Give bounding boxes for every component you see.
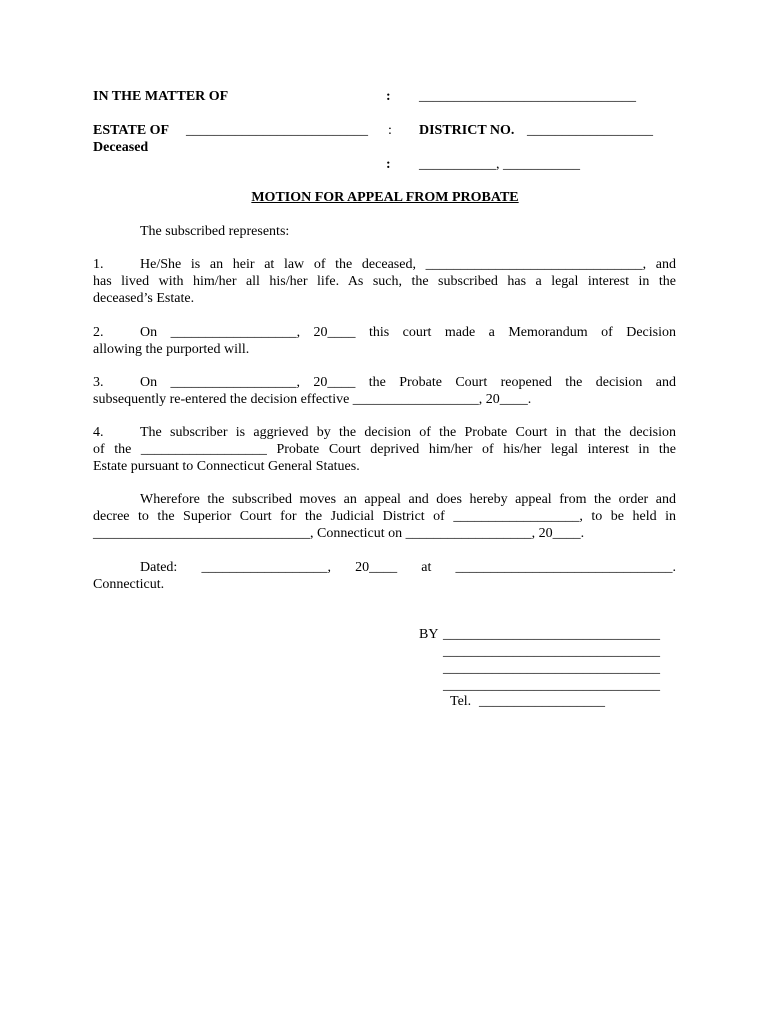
signature-blank[interactable]: _______________________________: [443, 627, 660, 642]
wherefore-line: Wherefore the subscribed moves an appeal and does hereby appeal from the order and: [140, 492, 676, 507]
deceased-label: Deceased: [93, 140, 149, 155]
dated-line: Dated: __________________, 20____ at _______________________________.: [140, 560, 676, 575]
item-number: 4.: [93, 425, 104, 440]
dated-line: Connecticut.: [93, 577, 165, 592]
intro-text: The subscribed represents:: [140, 224, 290, 239]
item-line: has lived with him/her all his/her life. As such, the subscribed has a legal interest in the: [93, 274, 676, 289]
item-line: On __________________, 20____ the Probate Court reopened the decision and: [140, 375, 676, 390]
document-title: MOTION FOR APPEAL FROM PROBATE: [251, 190, 519, 205]
item-line: The subscriber is aggrieved by the decision of the Probate Court in that the decision: [140, 425, 676, 440]
item-line: deceased’s Estate.: [93, 291, 195, 306]
wherefore-line: _______________________________, Connecticut on __________________, 20____.: [93, 526, 585, 541]
district-blank[interactable]: __________________: [527, 123, 653, 138]
item-line: Estate pursuant to Connecticut General Statues.: [93, 459, 360, 474]
date-blank[interactable]: ___________, ___________: [419, 157, 580, 172]
matter-blank[interactable]: _______________________________: [419, 89, 636, 104]
item-number: 1.: [93, 257, 104, 272]
signature-line[interactable]: _______________________________: [443, 661, 660, 676]
tel-label: Tel.: [450, 694, 472, 709]
item-line: of the __________________ Probate Court deprived him/her of his/her legal interest in the: [93, 442, 676, 457]
by-label: BY: [419, 627, 439, 642]
district-label: DISTRICT NO.: [419, 123, 515, 138]
item-number: 3.: [93, 375, 104, 390]
estate-label: ESTATE OF: [93, 123, 170, 138]
caption-colon: :: [388, 123, 392, 138]
item-line: He/She is an heir at law of the deceased, _______________________________, and: [140, 257, 676, 272]
tel-blank[interactable]: __________________: [479, 694, 605, 709]
signature-line[interactable]: _______________________________: [443, 644, 660, 659]
wherefore-line: decree to the Superior Court for the Judicial District of __________________, to be held in: [93, 509, 676, 524]
signature-line[interactable]: _______________________________: [443, 678, 660, 693]
caption-colon: :: [386, 157, 391, 172]
item-line: subsequently re-entered the decision effective __________________, 20____.: [93, 392, 532, 407]
item-number: 2.: [93, 325, 104, 340]
matter-label: IN THE MATTER OF: [93, 89, 229, 104]
caption-colon: :: [386, 89, 391, 104]
item-line: On __________________, 20____ this court made a Memorandum of Decision: [140, 325, 676, 340]
estate-blank[interactable]: __________________________: [186, 123, 368, 138]
item-line: allowing the purported will.: [93, 342, 250, 357]
